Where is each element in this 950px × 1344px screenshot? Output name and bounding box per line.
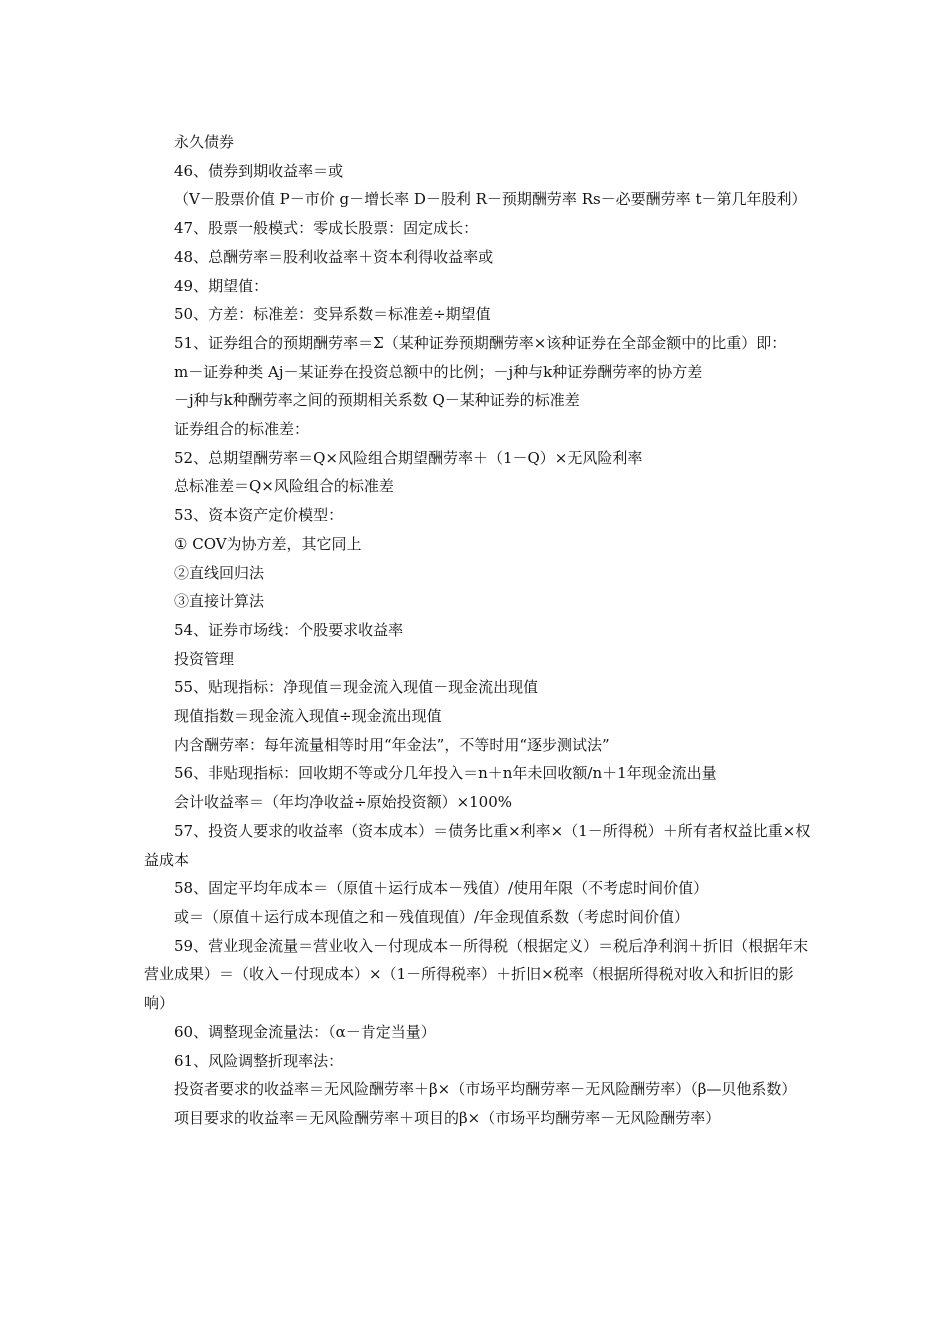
text-line-21: 现值指数＝现金流入现值÷现金流出现值 (174, 707, 442, 726)
text-line-7: 50、方差：标准差：变异系数＝标准差÷期望值 (174, 305, 491, 324)
text-line-25: 57、投资人要求的收益率（资本成本）＝债务比重×利率×（1－所得税）＋所有者权益比重×权益成本 (144, 821, 811, 869)
text-line-19: 投资管理 (174, 649, 235, 668)
text-line-16: ②直线回归法 (174, 563, 265, 582)
text-line-26: 58、固定平均年成本＝（原值＋运行成本－残值）/使用年限（不考虑时间价值） (174, 879, 709, 898)
text-line-28: 59、营业现金流量＝营业收入－付现成本－所得税（根据定义）＝税后净利润＋折旧（根据年末营业成果）＝（收入－付现成本）×（1－所得税率）＋折旧×税率（根据所得税对收入和折旧的影响） (144, 936, 809, 1013)
text-line-23: 56、非贴现指标：回收期不等或分几年投入＝n＋n年未回收额/n＋1年现金流出量 (174, 764, 717, 783)
text-line-29: 60、调整现金流量法：（α－肯定当量） (174, 1022, 436, 1041)
text-line-30: 61、风险调整折现率法： (174, 1051, 344, 1070)
text-line-10: －j种与k种酬劳率之间的预期相关系数 Q－某种证券的标准差 (174, 391, 580, 410)
text-line-5: 48、总酬劳率＝股利收益率＋资本利得收益率或 (174, 247, 494, 266)
text-line-31: 投资者要求的收益率＝无风险酬劳率＋β×（市场平均酬劳率－无风险酬劳率）（β—贝他系数） (174, 1080, 797, 1099)
text-line-13: 总标准差＝Q×风险组合的标准差 (174, 477, 394, 496)
text-line-22: 内含酬劳率：每年流量相等时用“年金法”，不等时用“逐步测试法” (174, 735, 610, 754)
text-line-2: 46、债券到期收益率＝或 (174, 161, 344, 180)
text-line-1: 永久债券 (174, 133, 235, 151)
text-line-15: ① COV为协方差，其它同上 (174, 534, 362, 553)
text-line-32: 项目要求的收益率＝无风险酬劳率＋项目的β×（市场平均酬劳率－无风险酬劳率） (174, 1108, 721, 1127)
text-line-20: 55、贴现指标：净现值＝现金流入现值－现金流出现值 (174, 678, 539, 697)
text-line-18: 54、证券市场线：个股要求收益率 (174, 620, 404, 639)
document-body (144, 128, 814, 1133)
text-line-6: 49、期望值： (174, 276, 269, 295)
text-line-17: ③直接计算法 (174, 592, 265, 611)
text-line-9: m－证券种类 Aj－某证券在投资总额中的比例；－j种与k种证券酬劳率的协方差 (174, 362, 703, 381)
text-line-27: 或＝（原值＋运行成本现值之和－残值现值）/年金现值系数（考虑时间价值） (174, 907, 690, 926)
text-line-8: 51、证券组合的预期酬劳率＝Σ（某种证券预期酬劳率×该种证券在全部金额中的比重）即： (174, 333, 787, 352)
text-line-24: 会计收益率＝（年均净收益÷原始投资额）×100% (174, 793, 513, 812)
text-line-14: 53、资本资产定价模型： (174, 506, 344, 525)
text-line-12: 52、总期望酬劳率＝Q×风险组合期望酬劳率＋（1－Q）×无风险利率 (174, 448, 643, 467)
text-line-4: 47、股票一般模式：零成长股票：固定成长： (174, 219, 479, 238)
text-line-11: 证券组合的标准差： (174, 420, 310, 439)
text-line-3: （V－股票价值 P－市价 g－增长率 D－股利 R－预期酬劳率 Rs－必要酬劳率 t－第几年股利） (174, 190, 807, 209)
